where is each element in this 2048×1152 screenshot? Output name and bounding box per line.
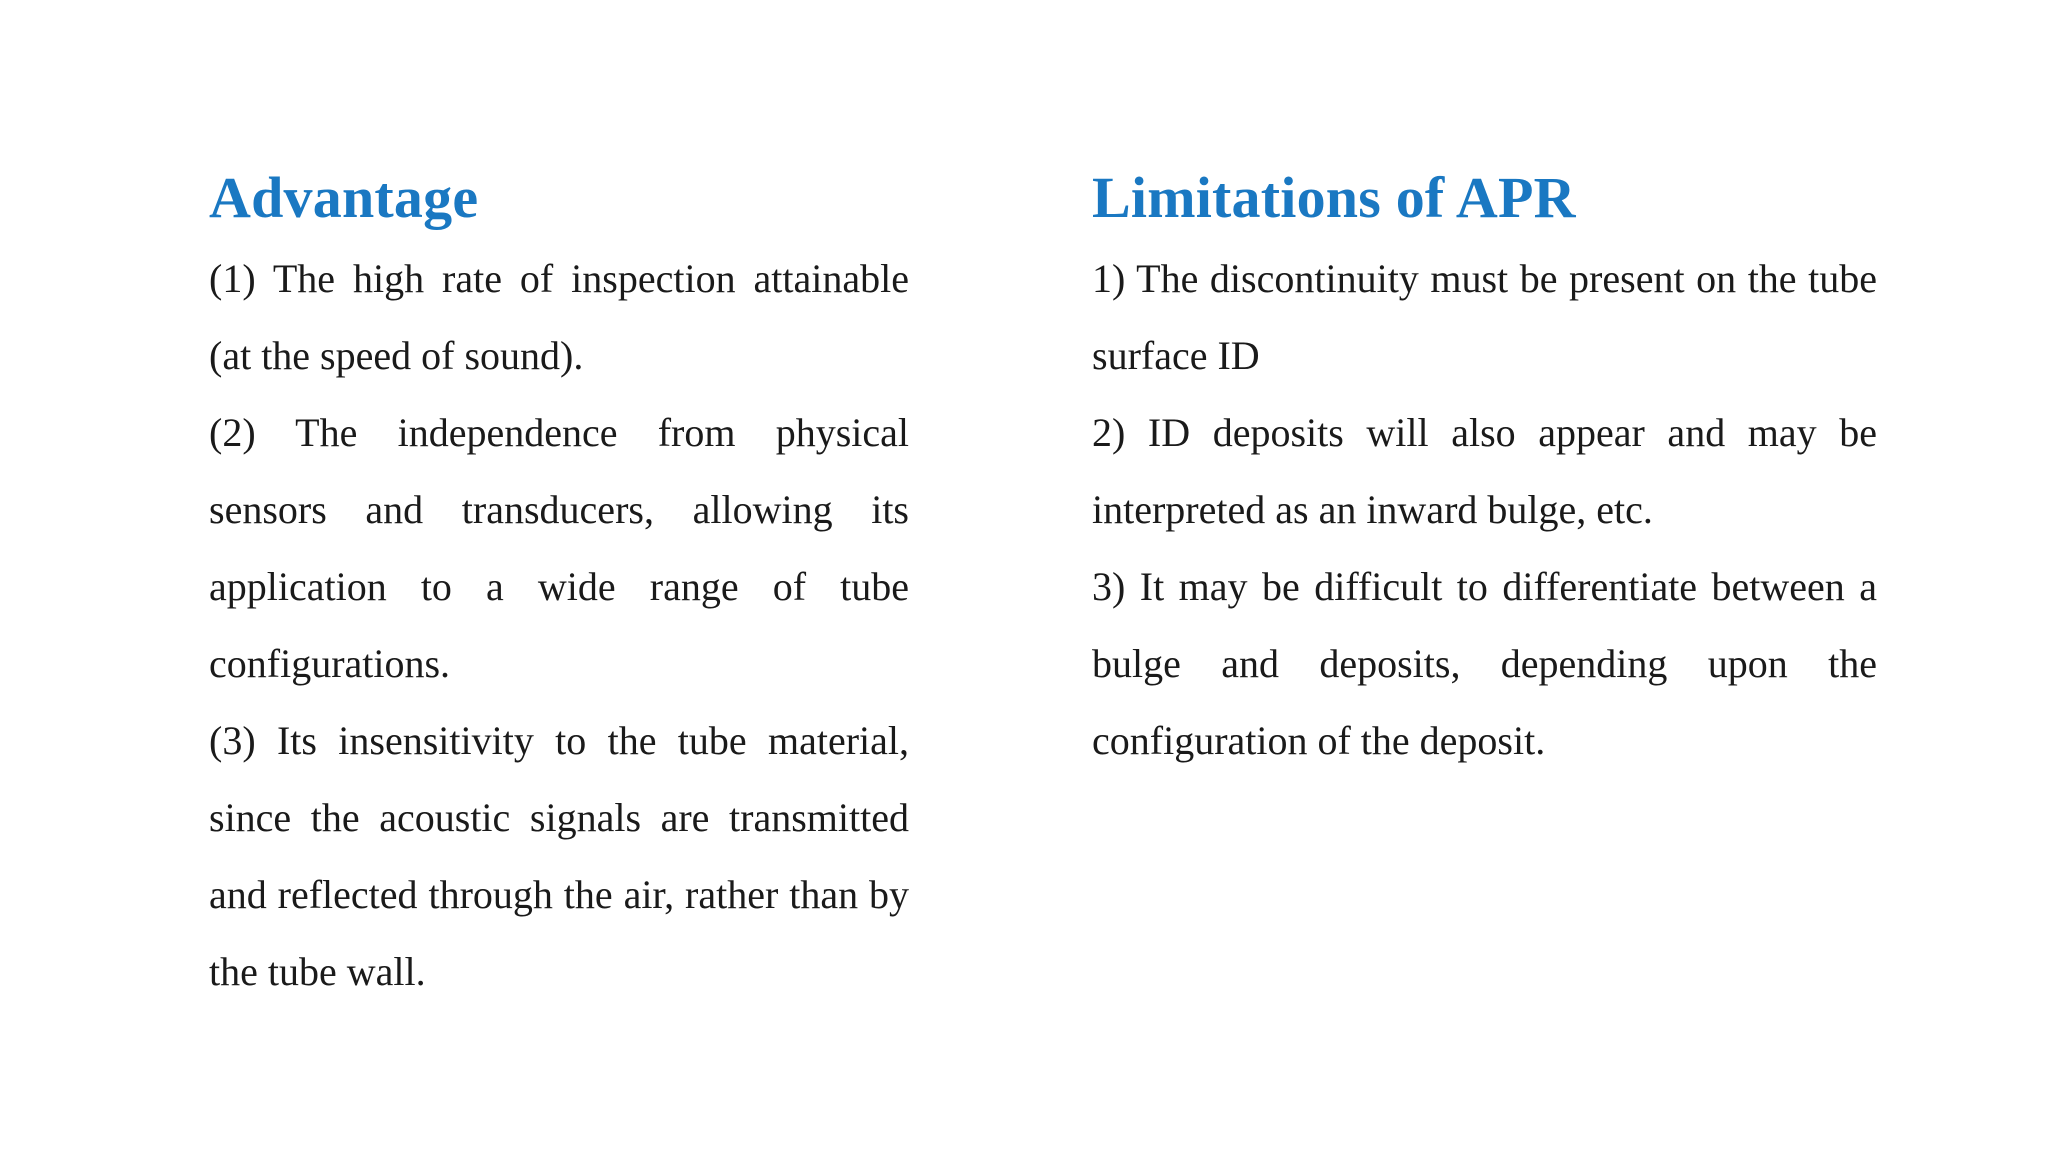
advantage-item: (1) The high rate of inspection attainable (at the speed of sound). — [209, 256, 909, 378]
limitations-section — [1092, 160, 1877, 779]
advantage-section — [209, 160, 909, 1010]
advantage-heading: Advantage — [209, 165, 479, 230]
limitations-heading: Limitations of APR — [1092, 165, 1576, 230]
advantage-item: (2) The independence from physical sensors and transducers, allowing its application to a wide range of tube configurations. — [209, 410, 909, 686]
limitations-list — [1092, 240, 1877, 779]
advantage-list — [209, 240, 909, 1010]
limitation-item: 2) ID deposits will also appear and may be interpreted as an inward bulge, etc. — [1092, 410, 1877, 532]
advantage-item: (3) Its insensitivity to the tube material, since the acoustic signals are transmitted and reflected through the air, rather than by the tube wall. — [209, 718, 909, 994]
limitation-item: 3) It may be difficult to differentiate between a bulge and deposits, depending upon the configuration of the deposit. — [1092, 564, 1877, 763]
limitation-item: 1) The discontinuity must be present on the tube surface ID — [1092, 256, 1877, 378]
